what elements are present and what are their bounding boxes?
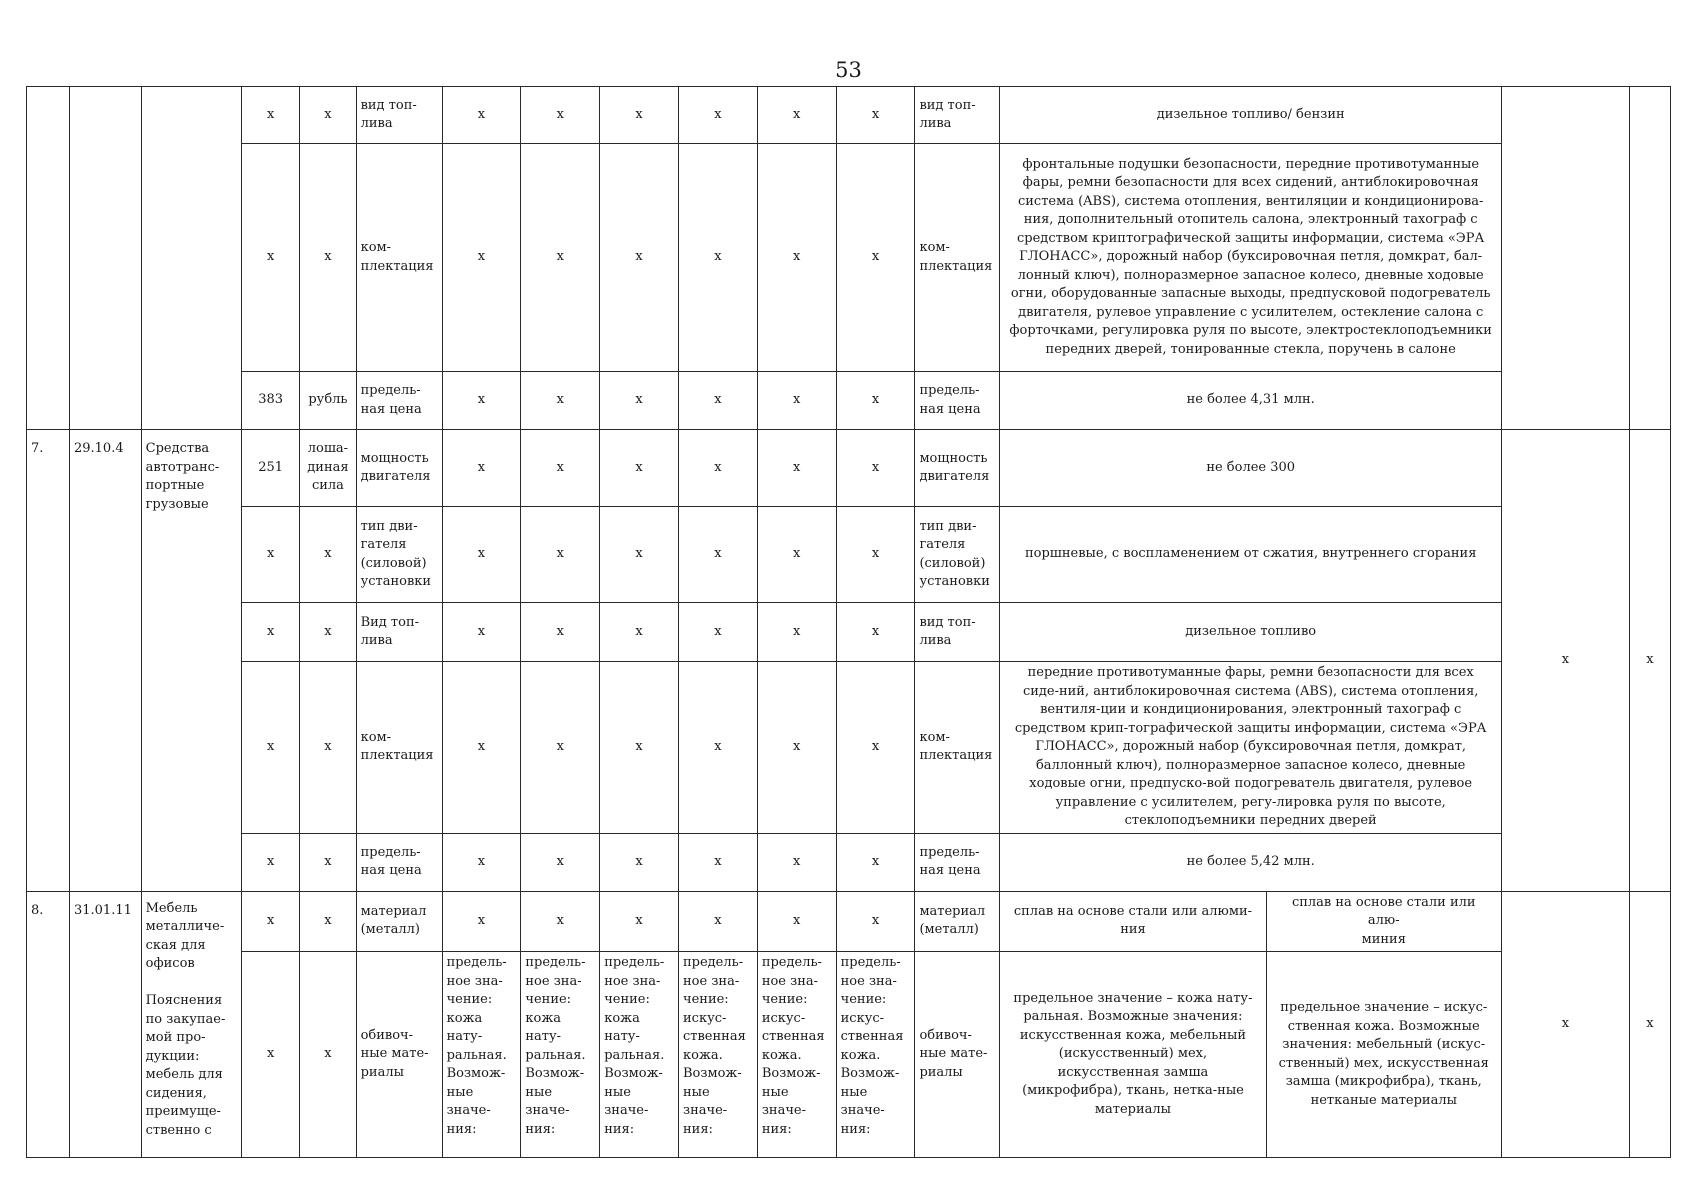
mark-cell: x	[600, 833, 679, 891]
page-number: 53	[835, 58, 862, 82]
okei-code-cell: x	[241, 891, 299, 952]
table-row	[27, 662, 1671, 834]
mark-cell: x	[836, 372, 915, 430]
characteristic-name-right-cell: обивоч- ные мате- риалы	[915, 952, 1000, 1158]
characteristic-name-right-cell: ком- плектация	[915, 662, 1000, 834]
mark-cell: x	[600, 891, 679, 952]
okei-code-cell: x	[241, 507, 299, 603]
characteristic-value-a-cell: сплав на основе стали или алюми- ния	[1000, 891, 1266, 952]
characteristic-value-b-cell: сплав на основе стали или алю- миния	[1266, 891, 1501, 952]
characteristic-name-cell: ком- плектация	[356, 144, 442, 372]
mark-cell: x	[442, 603, 521, 662]
mark-cell: x	[836, 603, 915, 662]
mark-cell: x	[757, 144, 836, 372]
mark-cell: x	[679, 662, 758, 834]
mark-cell: x	[600, 87, 679, 144]
characteristic-name-right-cell: материал (металл)	[915, 891, 1000, 952]
unit-name-cell: x	[300, 603, 356, 662]
product-name-cell: Средства автотранс- портные грузовые	[141, 430, 241, 892]
okei-code-cell: x	[241, 603, 299, 662]
characteristic-name-cell: предель- ная цена	[356, 372, 442, 430]
characteristic-value-cell: не более 4,31 млн.	[1000, 372, 1502, 430]
mark-cell: x	[679, 507, 758, 603]
characteristic-value-cell: поршневые, с воспламенением от сжатия, внутреннего сгорания	[1000, 507, 1502, 603]
mark-cell: x	[757, 833, 836, 891]
mark-cell: x	[600, 507, 679, 603]
unit-name-cell: x	[300, 87, 356, 144]
mark-cell: x	[679, 87, 758, 144]
mark-cell: x	[521, 430, 600, 507]
category-value-cell: предель- ное зна- чение: кожа нату- ральная. Возмож- ные значе- ния:	[521, 952, 600, 1158]
function-cell	[1629, 87, 1670, 430]
function-cell: x	[1629, 891, 1670, 1158]
okei-code-cell: 383	[241, 372, 299, 430]
characteristic-value-cell: передние противотуманные фары, ремни безопасности для всех сиде-ний, антиблокировочная система (ABS), система отопления, вентиля-ции и кондиционирования, электронный тахограф с средством крип-тографической защиты информации, система «ЭРА ГЛОНАСС», дорожный набор (буксировочная петля, домкрат, баллонный ключ), полноразмерное запасное колесо, дневные ходовые огни, предпуско-вой подогреватель двигателя, рулевое управление с усилителем, регу-лировка руля по высоте, стеклоподъемники передних дверей	[1000, 662, 1502, 834]
mark-cell: x	[600, 662, 679, 834]
characteristic-value-cell: не более 300	[1000, 430, 1502, 507]
characteristic-value-cell: фронтальные подушки безопасности, передние противотуманные фары, ремни безопасности для всех сидений, антиблокировочная система (ABS), система отопления, вентиляции и кондиционирова-ния, дополнительный отопитель салона, электронный тахограф с средством криптографической защиты информации, система «ЭРА ГЛОНАСС», дорожный набор (буксировочная петля, домкрат, бал-лонный ключ), полноразмерное запасное колесо, дневные ходовые огни, оборудованные запасные выходы, предпусковой подогреватель двигателя, рулевое управление с усилителем, остекление салона с форточками, регулировка руля по высоте, электростеклоподъемники передних дверей, тонированные стекла, поручень в салоне	[1000, 144, 1502, 372]
mark-cell: x	[679, 144, 758, 372]
mark-cell: x	[442, 662, 521, 834]
characteristic-name-right-cell: мощность двигателя	[915, 430, 1000, 507]
unit-name-cell: x	[300, 891, 356, 952]
unit-name-cell: рубль	[300, 372, 356, 430]
mark-cell: x	[836, 87, 915, 144]
characteristic-value-cell: дизельное топливо	[1000, 603, 1502, 662]
mark-cell: x	[757, 662, 836, 834]
characteristic-name-right-cell: тип дви- гателя (силовой) установки	[915, 507, 1000, 603]
mark-cell: x	[442, 87, 521, 144]
unit-name-cell: лоша- диная сила	[300, 430, 356, 507]
mark-cell: x	[600, 372, 679, 430]
category-value-cell: предель- ное зна- чение: кожа нату- ральная. Возмож- ные значе- ния:	[600, 952, 679, 1158]
mark-cell: x	[836, 662, 915, 834]
table-row	[27, 507, 1671, 603]
table-row	[27, 372, 1671, 430]
mark-cell: x	[442, 833, 521, 891]
table-row	[27, 87, 1671, 144]
mark-cell: x	[600, 144, 679, 372]
row-number-cell	[27, 87, 70, 430]
okei-code-cell: 251	[241, 430, 299, 507]
okei-code-cell: x	[241, 87, 299, 144]
characteristic-name-cell: тип дви- гателя (силовой) установки	[356, 507, 442, 603]
mark-cell: x	[442, 891, 521, 952]
requirements-table	[26, 86, 1671, 1158]
justification-cell	[1501, 87, 1629, 430]
okei-code-cell: x	[241, 952, 299, 1158]
product-name-cell: Мебель металличе- ская для офисов Пояснения по закупае- мой про- дукции: мебель для сидения, преимуще- ственно с	[141, 891, 241, 1158]
okpd-code-cell: 31.01.11	[69, 891, 141, 1158]
characteristic-name-cell: материал (металл)	[356, 891, 442, 952]
characteristic-name-cell: предель- ная цена	[356, 833, 442, 891]
mark-cell: x	[836, 430, 915, 507]
characteristic-name-cell: ком- плектация	[356, 662, 442, 834]
mark-cell: x	[836, 507, 915, 603]
characteristic-name-right-cell: предель- ная цена	[915, 372, 1000, 430]
mark-cell: x	[757, 507, 836, 603]
unit-name-cell: x	[300, 507, 356, 603]
okpd-code-cell: 29.10.4	[69, 430, 141, 892]
characteristic-value-cell: не более 5,42 млн.	[1000, 833, 1502, 891]
table-row	[27, 833, 1671, 891]
mark-cell: x	[521, 507, 600, 603]
okei-code-cell: x	[241, 833, 299, 891]
table-row	[27, 952, 1671, 1158]
characteristic-name-cell: Вид топ- лива	[356, 603, 442, 662]
mark-cell: x	[521, 87, 600, 144]
row-number-cell: 7.	[27, 430, 70, 892]
characteristic-name-right-cell: ком- плектация	[915, 144, 1000, 372]
mark-cell: x	[836, 833, 915, 891]
table-row	[27, 430, 1671, 507]
justification-cell: x	[1501, 891, 1629, 1158]
row-number-cell: 8.	[27, 891, 70, 1158]
mark-cell: x	[442, 507, 521, 603]
characteristic-name-cell: вид топ- лива	[356, 87, 442, 144]
mark-cell: x	[442, 144, 521, 372]
unit-name-cell: x	[300, 662, 356, 834]
mark-cell: x	[442, 430, 521, 507]
mark-cell: x	[679, 603, 758, 662]
okpd-code-cell	[69, 87, 141, 430]
mark-cell: x	[679, 891, 758, 952]
characteristic-value-cell: дизельное топливо/ бензин	[1000, 87, 1502, 144]
category-value-cell: предель- ное зна- чение: искус- ственная кожа. Возмож- ные значе- ния:	[836, 952, 915, 1158]
table-row	[27, 891, 1671, 952]
unit-name-cell: x	[300, 952, 356, 1158]
mark-cell: x	[757, 372, 836, 430]
unit-name-cell: x	[300, 144, 356, 372]
mark-cell: x	[521, 662, 600, 834]
characteristic-name-right-cell: предель- ная цена	[915, 833, 1000, 891]
category-value-cell: предель- ное зна- чение: кожа нату- ральная. Возмож- ные значе- ния:	[442, 952, 521, 1158]
characteristic-name-cell: обивоч- ные мате- риалы	[356, 952, 442, 1158]
mark-cell: x	[757, 430, 836, 507]
mark-cell: x	[442, 372, 521, 430]
mark-cell: x	[836, 891, 915, 952]
mark-cell: x	[521, 891, 600, 952]
okei-code-cell: x	[241, 144, 299, 372]
justification-cell: x	[1501, 430, 1629, 892]
mark-cell: x	[757, 603, 836, 662]
table-row	[27, 603, 1671, 662]
okei-code-cell: x	[241, 662, 299, 834]
characteristic-name-cell: мощность двигателя	[356, 430, 442, 507]
mark-cell: x	[836, 144, 915, 372]
mark-cell: x	[600, 603, 679, 662]
characteristic-name-right-cell: вид топ- лива	[915, 603, 1000, 662]
mark-cell: x	[600, 430, 679, 507]
category-value-cell: предель- ное зна- чение: искус- ственная кожа. Возмож- ные значе- ния:	[757, 952, 836, 1158]
characteristic-value-b-cell: предельное значение – искус-ственная кожа. Возможные значения: мебельный (искус-ственный) мех, искусственная замша (микрофибра), ткань, нетканые материалы	[1266, 952, 1501, 1158]
table-row	[27, 144, 1671, 372]
mark-cell: x	[757, 87, 836, 144]
function-cell: x	[1629, 430, 1670, 892]
mark-cell: x	[521, 603, 600, 662]
mark-cell: x	[679, 372, 758, 430]
category-value-cell: предель- ное зна- чение: искус- ственная кожа. Возмож- ные значе- ния:	[679, 952, 758, 1158]
mark-cell: x	[757, 891, 836, 952]
mark-cell: x	[679, 833, 758, 891]
unit-name-cell: x	[300, 833, 356, 891]
mark-cell: x	[521, 833, 600, 891]
product-name-cell	[141, 87, 241, 430]
characteristic-value-a-cell: предельное значение – кожа нату-ральная. Возможные значения: искусственная кожа, мебельный (искусственный) мех, искусственная замша (микрофибра), ткань, нетка-ные материалы	[1000, 952, 1266, 1158]
characteristic-name-right-cell: вид топ- лива	[915, 87, 1000, 144]
mark-cell: x	[521, 144, 600, 372]
mark-cell: x	[521, 372, 600, 430]
mark-cell: x	[679, 430, 758, 507]
